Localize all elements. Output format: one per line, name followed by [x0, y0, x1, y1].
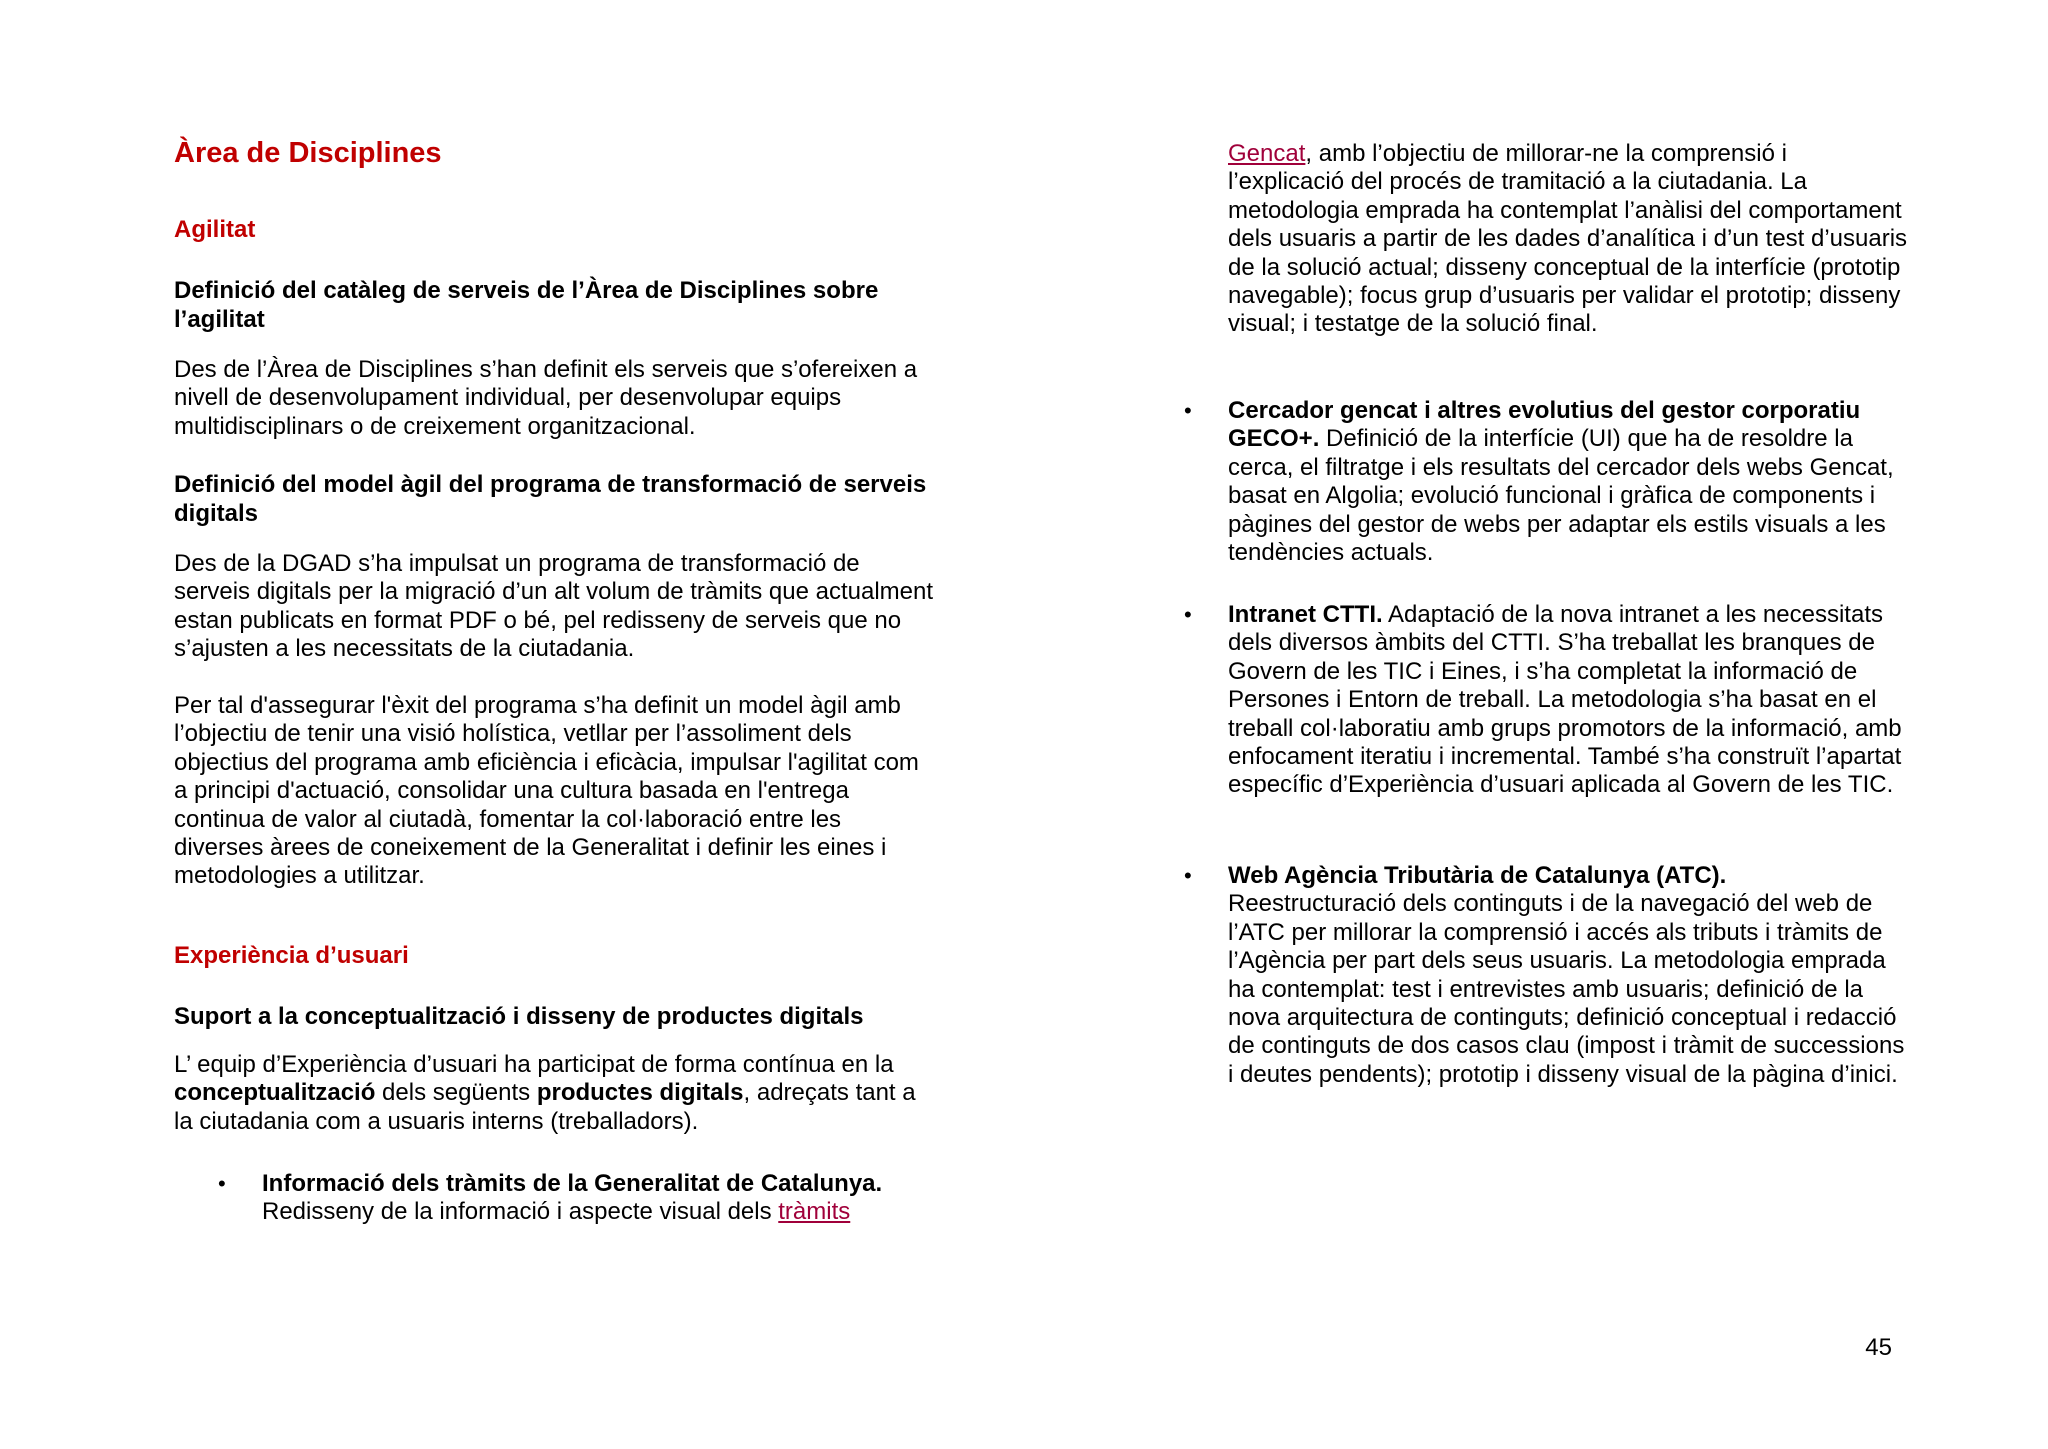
- list-item-text: [1228, 862, 1908, 1089]
- tramits-link[interactable]: tràmits: [778, 1198, 851, 1226]
- list-item-bold: Cercador gencat i altres evolutius del gestor corporatiu GECO+.: [1228, 397, 1861, 453]
- ux-intro-text-1: L’ equip d’Experiència d’usuari ha participat de forma contínua en la: [174, 1051, 894, 1078]
- list-item-text: [1228, 601, 1908, 800]
- bullet-icon: •: [218, 1171, 226, 1196]
- list-item-body: Redisseny de la informació i aspecte visual dels: [262, 1198, 779, 1226]
- agile-model-heading: Definició del model àgil del programa de transformació de serveis digitals: [174, 471, 927, 527]
- ux-support-heading: Suport a la conceptualització i disseny de productes digitals: [174, 1003, 864, 1030]
- bullet-icon: •: [1184, 863, 1192, 888]
- ux-intro-bold-2: productes digitals: [536, 1079, 744, 1107]
- list-item: [1184, 397, 1908, 567]
- continuation-paragraph: [1228, 140, 1908, 339]
- area-title: Àrea de Disciplines: [174, 137, 442, 169]
- ux-intro-paragraph: [174, 1051, 934, 1136]
- gencat-link[interactable]: Gencat: [1228, 140, 1306, 167]
- bullet-icon: •: [1184, 602, 1192, 627]
- list-item-body: Reestructuració dels continguts i de la navegació del web de l’ATC per millorar la comprensió i accés als tributs i tràmits de l’Agència per part dels seus usuaris. La metodologia emprada ha contemplat: test i entrevistes amb usuaris; definició de la nova arquitectura de continguts; definició conceptual i redacció de continguts de dos casos clau (impost i tràmit de successions i deutes pendents); prototip i disseny visual de la pàgina d’inici.: [1228, 890, 1905, 1088]
- ux-intro-text-2: dels següents: [375, 1079, 537, 1107]
- agile-model-paragraph-1: Des de la DGAD s’ha impulsat un programa de transformació de serveis digitals per la migració d’un alt volum de tràmits que actualment estan publicats en format PDF o bé, pel redisseny de serveis que no s’ajusten a les necessitats de la ciutadania.: [174, 550, 934, 663]
- list-item-text: [262, 1170, 934, 1227]
- agilitat-heading: Agilitat: [174, 216, 256, 243]
- agile-model-paragraph-2: Per tal d'assegurar l'èxit del programa s’ha definit un model àgil amb l’objectiu de tenir una visió holística, vetllar per l’assoliment dels objectius del programa amb eficiència i eficàcia, impulsar l'agilitat com a principi d'actuació, consolidar una cultura basada en l'entrega continua de valor al ciutadà, fomentar la col·laboració entre les diverses àrees de coneixement de la Generalitat i definir les eines i metodologies a utilitzar.: [174, 692, 919, 890]
- catalog-definition-heading: Definició del catàleg de serveis de l’Àrea de Disciplines sobre l’agilitat: [174, 277, 879, 333]
- list-item-bold: Intranet CTTI.: [1228, 601, 1383, 628]
- list-item-text: [1228, 397, 1908, 567]
- bullet-icon: •: [1184, 398, 1192, 423]
- continuation-text: , amb l’objectiu de millorar-ne la comprensió i l’explicació del procés de tramitació a la ciutadania. La metodologia emprada ha contemplat l’anàlisi del comportament dels usuaris a partir de les dades d’analítica i d’un test d’usuaris de la solució actual; disseny conceptual de la interfície (prototip navegable); focus grup d’usuaris per validar el prototip; disseny visual; i testatge de la solució final.: [1228, 140, 1908, 338]
- list-item: [218, 1170, 934, 1227]
- list-item-bold: Web Agència Tributària de Catalunya (ATC).: [1228, 862, 1727, 889]
- ux-intro-text-3: , adreçats tant a la ciutadania com a usuaris interns (treballadors).: [174, 1079, 916, 1135]
- list-item-bold: Informació dels tràmits de la Generalitat de Catalunya.: [262, 1170, 883, 1197]
- ux-intro-bold-1: conceptualització: [174, 1079, 376, 1107]
- ux-heading: Experiència d’usuari: [174, 942, 409, 969]
- list-item-body: Definició de la interfície (UI) que ha de resoldre la cerca, el filtratge i els resultats del cercador dels webs Gencat, basat en Algolia; evolució funcional i gràfica de components i pàgines del gestor de webs per adaptar els estils visuals a les tendències actuals.: [1228, 425, 1894, 567]
- list-item: [1184, 862, 1908, 1089]
- list-item-body: Adaptació de la nova intranet a les necessitats dels diversos àmbits del CTTI. S’ha treballat les branques de Govern de les TIC i Eines, i s’ha completat la informació de Persones i Entorn de treball. La metodologia s’ha basat en el treball col·laboratiu amb grups promotors de la informació, amb enfocament iteratiu i incremental. També s’ha construït l’apartat específic d’Experiència d’usuari aplicada al Govern de les TIC.: [1228, 601, 1902, 799]
- page-number: 45: [1865, 1334, 1892, 1361]
- list-item: [1184, 601, 1908, 800]
- catalog-definition-paragraph: Des de l’Àrea de Disciplines s’han definit els serveis que s’ofereixen a nivell de desenvolupament individual, per desenvolupar equips multidisciplinars o de creixement organitzacional.: [174, 356, 918, 440]
